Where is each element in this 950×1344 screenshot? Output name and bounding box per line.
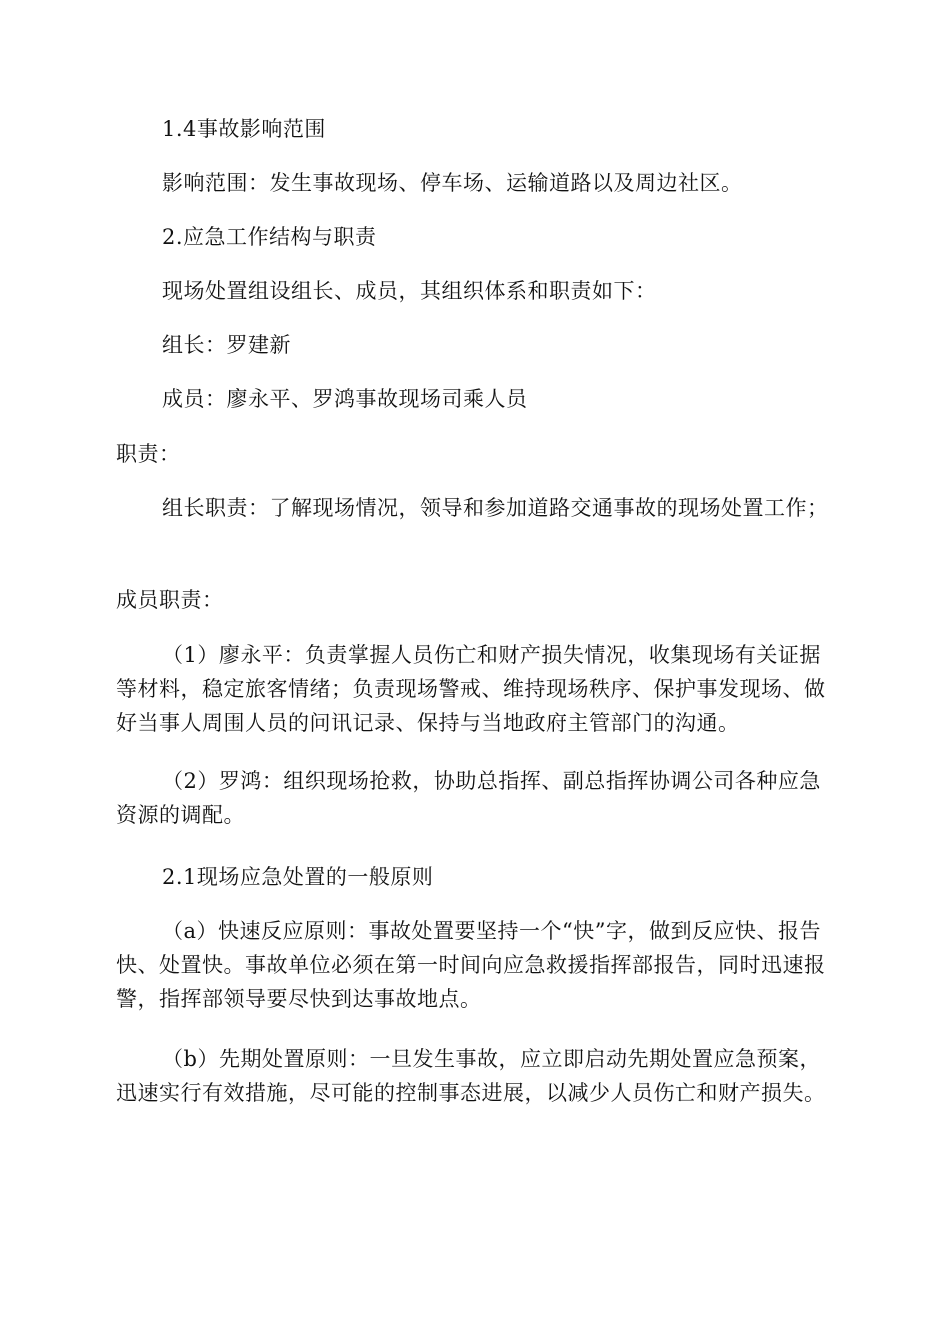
paragraph-team-leader: 组长：罗建新: [162, 333, 291, 357]
heading-emergency-structure: 2.应急工作结构与职责: [162, 225, 377, 249]
heading-accident-impact-scope: 1.4事故影响范围: [162, 117, 326, 141]
heading-duties: 职责：: [116, 442, 181, 466]
paragraph-team-members: 成员：廖永平、罗鸿事故现场司乘人员: [162, 387, 528, 411]
paragraph-member-1-duties: （1）廖永平：负责掌握人员伤亡和财产损失情况，收集现场有关证据等材料，稳定旅客情绪；负责现场警戒、维持现场秩序、保护事发现场、做好当事人周围人员的问讯记录、保持与当地政府主管部门的沟通。: [116, 643, 826, 735]
paragraph-principle-b: （b）先期处置原则：一旦发生事故，应立即启动先期处置应急预案，迅速实行有效措施，尽可能的控制事态进展，以减少人员伤亡和财产损失。: [116, 1047, 826, 1105]
heading-general-principles: 2.1现场应急处置的一般原则: [162, 865, 434, 889]
heading-member-duties: 成员职责：: [116, 588, 224, 612]
paragraph-principle-a: （a）快速反应原则：事故处置要坚持一个“快”字，做到反应快、报告快、处置快。事故单位必须在第一时间向应急救援指挥部报告，同时迅速报警，指挥部领导要尽快到达事故地点。: [116, 919, 826, 1011]
paragraph-team-setup: 现场处置组设组长、成员，其组织体系和职责如下：: [162, 279, 657, 303]
paragraph-member-2-duties: （2）罗鸿：组织现场抢救，协助总指挥、副总指挥协调公司各种应急资源的调配。: [116, 769, 821, 827]
paragraph-impact-scope: 影响范围：发生事故现场、停车场、运输道路以及周边社区。: [162, 171, 743, 195]
paragraph-leader-duties: 组长职责：了解现场情况，领导和参加道路交通事故的现场处置工作；: [162, 496, 829, 520]
